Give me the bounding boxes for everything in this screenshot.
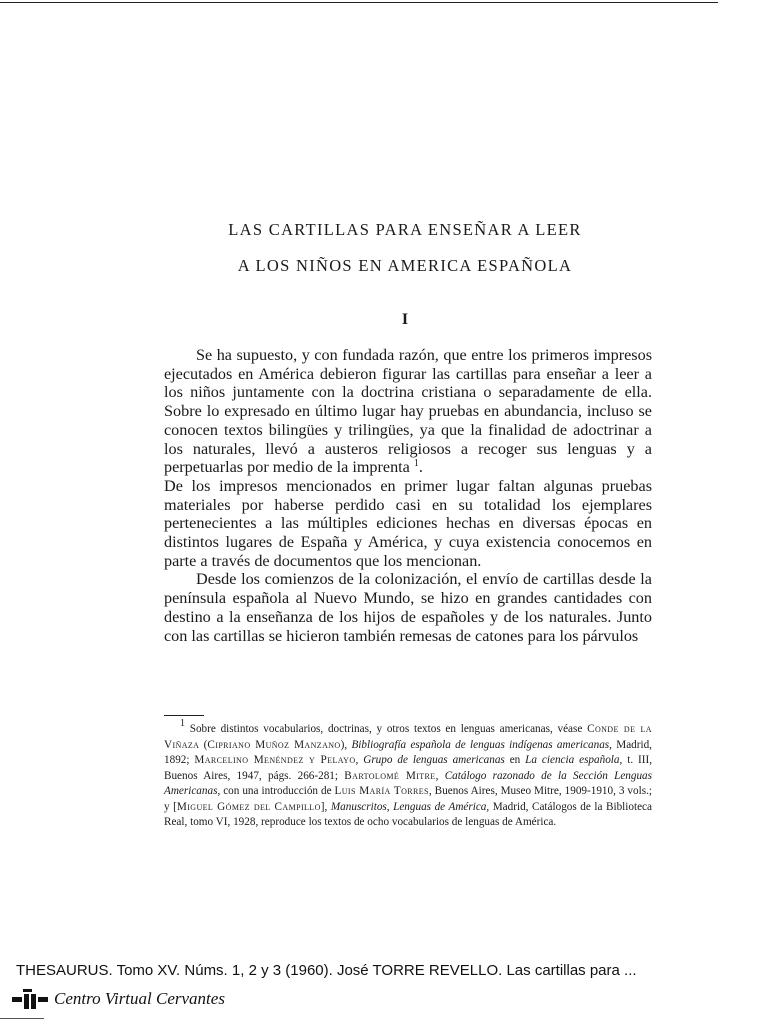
top-rule [0, 2, 718, 3]
footnote-rule [164, 715, 204, 716]
article-body [164, 346, 652, 645]
fn-author: Bartolomé Mitre [344, 769, 436, 782]
paragraph-1 [164, 346, 652, 477]
cvc-name: Centro Virtual Cervantes [54, 989, 225, 1008]
fn-work-title: Manuscritos, Lenguas de América [330, 800, 487, 813]
cvc-brand[interactable] [10, 986, 225, 1012]
article-title-line-1: LAS CARTILLAS PARA ENSEÑAR A LEER [228, 220, 582, 239]
footnote [164, 718, 653, 831]
footnote-ref[interactable]: 1 [413, 458, 419, 470]
cvc-logo-icon [10, 988, 50, 1010]
fn-author: Conde de la Viñaza [164, 723, 652, 751]
fn-work-title: La ciencia española [525, 754, 620, 766]
fn-author: Luis María Torres [334, 785, 429, 797]
paragraph-3: Desde los comienzos de la colonización, el envío de cartillas desde la península española al Nuevo Mundo, se hizo en grandes cantidades con destino a la enseñanza de los hijos de españoles y de los naturales. Junto con las cartillas se hicieron también remesas de catones para los párvulos [164, 570, 652, 645]
fn-text: ( [199, 738, 208, 751]
fn-text: ), [340, 738, 352, 751]
paragraph-1-end: . [418, 458, 423, 477]
fn-author: Cipriano Muñoz Manzano [207, 738, 341, 751]
fn-author: Marcelino Menéndez y Pelayo [194, 754, 356, 766]
fn-text: , con una introducción de [217, 785, 335, 797]
fn-work-title: Bibliografía española de lenguas indígenas americanas [351, 738, 610, 751]
citation-line[interactable]: THESAURUS. Tomo XV. Núms. 1, 2 y 3 (1960). José TORRE REVELLO. Las cartillas para ... [16, 962, 637, 979]
fn-text: , t. III, Buenos Aires, 1947, págs. 266-281; [164, 754, 653, 782]
footnote-number: 1 [180, 718, 185, 729]
fn-text: , [355, 754, 364, 766]
fn-text: ], [320, 800, 331, 813]
fn-text: , Buenos Aires, Museo Mitre, 1909-1910, 3 vols.; y [ [164, 785, 652, 813]
fn-text: , Madrid, 1892; [164, 738, 652, 766]
section-number: I [401, 311, 409, 328]
footnote-text [164, 718, 653, 831]
fn-text: Sobre distintos vocabularios, doctrinas, y otros textos en lenguas americanas, véase [185, 723, 588, 735]
paragraph-2: De los impresos mencionados en primer lugar faltan algunas pruebas materiales por haberse perdido casi en su totalidad los ejemplares pertenecientes a las múltiples ediciones hechas en diversas épocas en distintos lugares de España y América, y cuya existencia conocemos en parte a través de documentos que los mencionan. [164, 476, 652, 570]
article-title-line-2: A LOS NIÑOS EN AMERICA ESPAÑOLA [237, 256, 573, 275]
fn-work-title: Catálogo razonado de la Sección Lenguas Americanas [164, 769, 653, 797]
bottom-rule [0, 1018, 44, 1019]
fn-text: en [504, 754, 526, 766]
fn-text: , [435, 769, 445, 782]
fn-text: , Madrid, Catálogos de la Biblioteca Real, tomo VI, 1928, reproduce los textos de ocho vocabularios de lenguas de América. [164, 800, 652, 828]
paragraph-1-text: Se ha supuesto, y con fundada razón, que entre los primeros impresos ejecutados en América debieron figurar las cartillas para enseñar a leer a los niños juntamente con la doctrina cristiana o separadamente de ella. Sobre lo expresado en último lugar hay pruebas en abundancia, incluso se conocen textos bilingües y trilingües, ya que la finalidad de adoctrinar a los naturales, llevó a austeros religiosos a recoger sus lenguas y a perpetuarlas por medio de la imprenta [164, 346, 652, 477]
fn-author: Miguel Gómez del Campillo [176, 800, 321, 813]
fn-work-title: Grupo de lenguas americanas [363, 754, 505, 766]
